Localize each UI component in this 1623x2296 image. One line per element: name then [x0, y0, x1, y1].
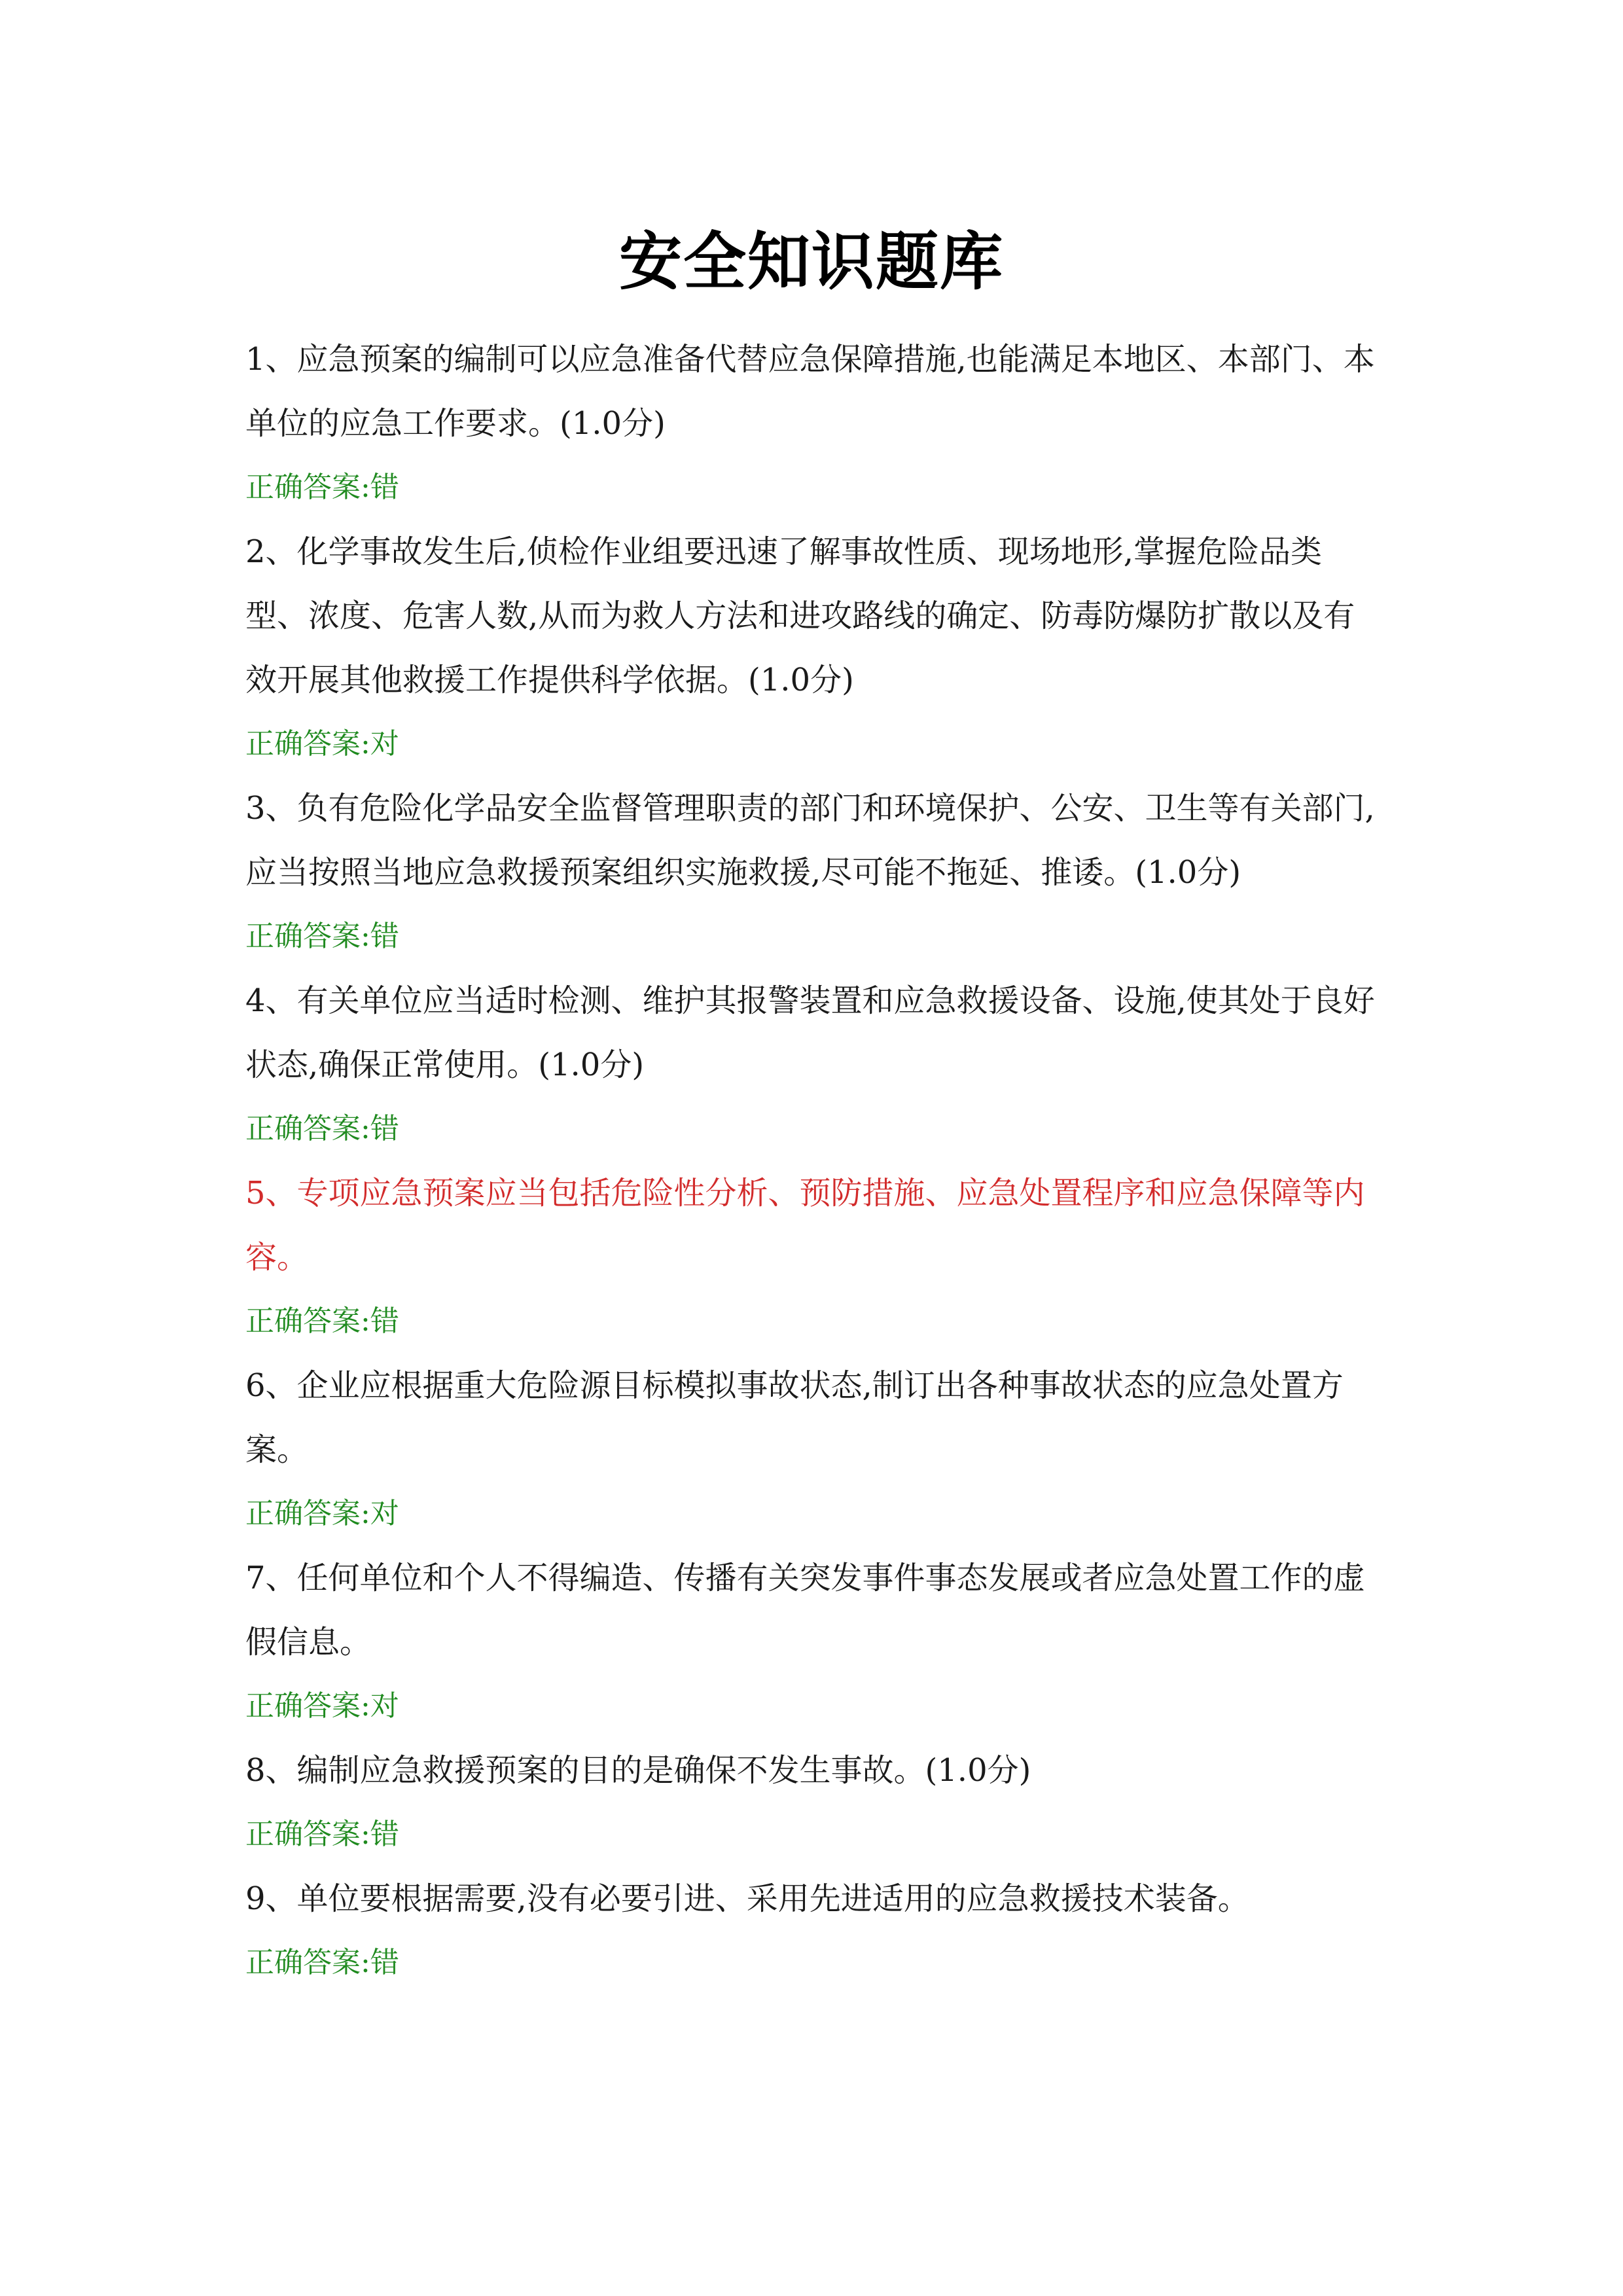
answer-text: 正确答案:错: [245, 471, 399, 504]
question-item: [245, 776, 1378, 969]
question-item: [245, 1546, 1378, 1738]
question-text: 3、负有危险化学品安全监督管理职责的部门和环境保护、公安、卫生等有关部门,应当按照当地应急救援预案组织实施救援,尽可能不拖延、推诿。(1.0分): [245, 790, 1375, 891]
question-item: [245, 327, 1378, 520]
answer-text: 正确答案:错: [245, 1304, 399, 1338]
question-text: 9、单位要根据需要,没有必要引进、采用先进适用的应急救援技术装备。: [245, 1880, 1249, 1917]
question-text: 4、有关单位应当适时检测、维护其报警装置和应急救援设备、设施,使其处于良好状态,确保正常使用。(1.0分): [245, 982, 1375, 1083]
answer-text: 正确答案:对: [245, 727, 399, 761]
answer-text: 正确答案:错: [245, 1112, 399, 1145]
question-text: 7、任何单位和个人不得编造、传播有关突发事件事态发展或者应急处置工作的虚假信息。: [245, 1560, 1365, 1660]
answer-text: 正确答案:错: [245, 1946, 399, 1979]
question-item: [245, 1867, 1378, 1995]
question-text: 2、化学事故发生后,侦检作业组要迅速了解事故性质、现场地形,掌握危险品类型、浓度、危害人数,从而为救人方法和进攻路线的确定、防毒防爆防扩散以及有效开展其他救援工作提供科学依据。(1.0分): [245, 533, 1355, 698]
answer-text: 正确答案:对: [245, 1497, 399, 1530]
page-title: 安全知识题库: [619, 225, 1004, 298]
answer-text: 正确答案:错: [245, 920, 399, 953]
question-item: [245, 1738, 1378, 1867]
question-item: [245, 1161, 1378, 1354]
question-text: 8、编制应急救援预案的目的是确保不发生事故。(1.0分): [245, 1752, 1031, 1789]
question-item: [245, 1354, 1378, 1546]
question-text: 1、应急预案的编制可以应急准备代替应急保障措施,也能满足本地区、本部门、本单位的应急工作要求。(1.0分): [245, 341, 1375, 442]
question-text: 6、企业应根据重大危险源目标模拟事故状态,制订出各种事故状态的应急处置方案。: [245, 1367, 1344, 1468]
question-list: [245, 327, 1378, 1995]
question-item: [245, 520, 1378, 776]
answer-text: 正确答案:错: [245, 1818, 399, 1851]
answer-text: 正确答案:对: [245, 1689, 399, 1723]
question-text-highlighted: 5、专项应急预案应当包括危险性分析、预防措施、应急处置程序和应急保障等内容。: [245, 1175, 1365, 1276]
question-item: [245, 969, 1378, 1161]
